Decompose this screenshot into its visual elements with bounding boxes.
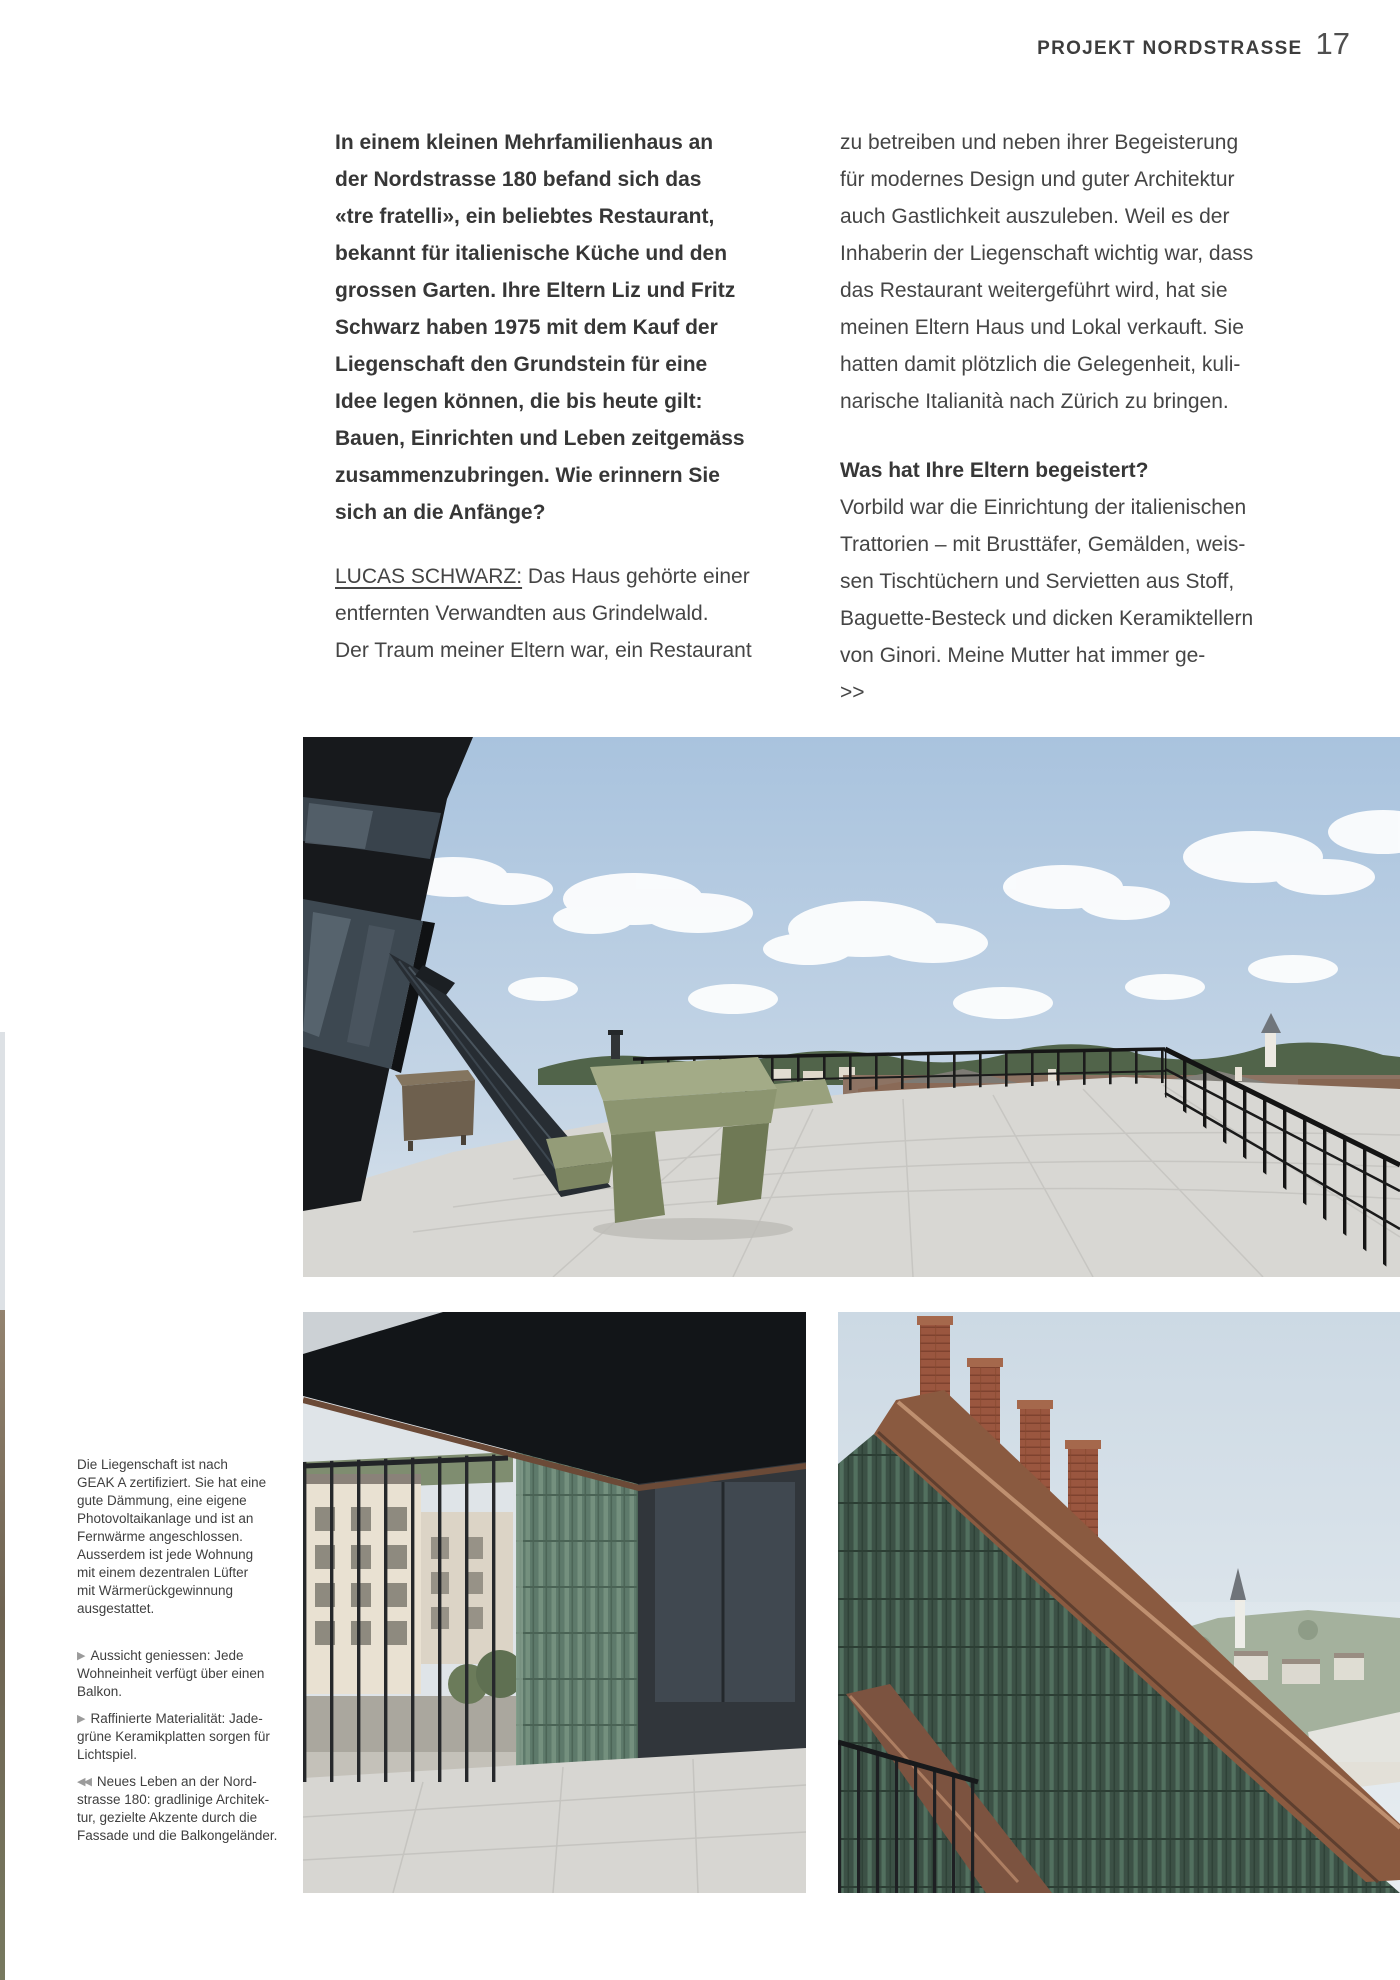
roof-detail-illustration [838, 1312, 1400, 1893]
article-right-column [840, 124, 1330, 711]
caption-lines [77, 1728, 277, 1764]
triangle-right-icon: ▶ [77, 1712, 86, 1725]
text-line: sich an die Anfänge? [335, 501, 546, 524]
interview-question: Was hat Ihre Eltern begeistert? [840, 459, 1149, 482]
shaded-interior [638, 1452, 806, 1782]
text-line: bekannt für italienische Küche und den [335, 242, 728, 265]
caption-first-line [77, 1773, 277, 1791]
caption-column [77, 1456, 277, 1845]
text-line: GEAK A zertifiziert. Sie hat eine [77, 1475, 267, 1490]
caption-text: Aussicht geniessen: Jede [90, 1648, 244, 1663]
text-line: Liegenschaft den Grundstein für eine [335, 353, 708, 376]
church-tower [1265, 1033, 1276, 1067]
text-line: gute Dämmung, eine eigene [77, 1493, 247, 1508]
text-line: hatten damit plötzlich die Gelegenheit, kuli- [840, 353, 1241, 376]
caption-lines [77, 1665, 277, 1701]
text-line: der Nordstrasse 180 befand sich das [335, 168, 702, 191]
text-line: auch Gastlichkeit auszuleben. Weil es der [840, 205, 1230, 228]
page-edge-bleed-top [0, 1032, 5, 1310]
triangle-left-double-icon: ◀◀ [77, 1775, 90, 1788]
text-line: Inhaberin der Liegenschaft wichtig war, dass [840, 242, 1254, 265]
text-line: grüne Keramikplatten sorgen für [77, 1729, 270, 1744]
caption-text: Neues Leben an der Nord- [96, 1774, 257, 1789]
text-line: Balkon. [77, 1684, 123, 1699]
balcony-illustration [303, 1312, 806, 1893]
speaker-name: LUCAS SCHWARZ: [335, 565, 523, 588]
text-line: entfernten Verwandten aus Grindelwald. [335, 602, 709, 625]
caption-lines [77, 1791, 277, 1845]
answer-lines [335, 595, 825, 669]
text-line: Schwarz haben 1975 mit dem Kauf der [335, 316, 718, 339]
rooftop-terrace-illustration [303, 737, 1400, 1277]
caption-lines [77, 1456, 277, 1618]
text-line: meinen Eltern Haus und Lokal verkauft. Sie [840, 316, 1244, 339]
caption-balcony-view [77, 1647, 277, 1701]
text-line: Photovoltaikanlage und ist an [77, 1511, 254, 1526]
page-number: 17 [1315, 26, 1350, 61]
text-line: Vorbild war die Einrichtung der italienischen [840, 496, 1247, 519]
text-line: Baguette-Besteck und dicken Keramiktellern [840, 607, 1254, 630]
answer-paragraph-start [335, 558, 825, 669]
balcony-railing [303, 1454, 508, 1782]
text-line: grossen Garten. Ihre Eltern Liz und Fritz [335, 279, 736, 302]
text-line: das Restaurant weitergeführt wird, hat sie [840, 279, 1228, 302]
text-line: zu betreiben und neben ihrer Begeisterung [840, 131, 1239, 154]
text-line: strasse 180: gradlinige Architek- [77, 1792, 270, 1807]
text-line: Trattorien – mit Brusttäfer, Gemälden, weis- [840, 533, 1246, 556]
triangle-right-icon: ▶ [77, 1649, 86, 1662]
page-header [1037, 26, 1350, 62]
caption-text: Raffinierte Materialität: Jade- [90, 1711, 263, 1726]
text-line: Idee legen können, die bis heute gilt: [335, 390, 703, 413]
roof-detail-photo [838, 1312, 1400, 1893]
answer-first-line: Das Haus gehörte einer [522, 565, 750, 588]
text-line: Der Traum meiner Eltern war, ein Restaurant [335, 639, 752, 662]
second-question-block [840, 452, 1330, 711]
text-line: tur, gezielte Akzente durch die [77, 1810, 258, 1825]
caption-materiality [77, 1710, 277, 1764]
text-line: Wohneinheit verfügt über einen [77, 1666, 265, 1681]
balcony-photo [303, 1312, 806, 1893]
text-line: In einem kleinen Mehrfamilienhaus an [335, 131, 714, 154]
caption-first-line [77, 1647, 277, 1665]
rooftop-terrace-photo [303, 737, 1400, 1277]
text-line: von Ginori. Meine Mutter hat immer ge- [840, 644, 1206, 667]
text-line: Ausserdem ist jede Wohnung [77, 1547, 254, 1562]
text-line: Die Liegenschaft ist nach [77, 1457, 228, 1472]
text-line: ausgestattet. [77, 1601, 155, 1616]
caption-facade [77, 1773, 277, 1845]
continuation-marker: >> [840, 681, 865, 704]
caption-geak [77, 1456, 277, 1618]
caption-first-line [77, 1710, 277, 1728]
text-line: Bauen, Einrichten und Leben zeitgemäss [335, 427, 745, 450]
text-line [335, 558, 825, 595]
text-line: für modernes Design und guter Architektur [840, 168, 1235, 191]
text-line: zusammenzubringen. Wie erinnern Sie [335, 464, 720, 487]
text-line: sen Tischtüchern und Servietten aus Stoff, [840, 570, 1235, 593]
text-line: narische Italianità nach Zürich zu bringen. [840, 390, 1229, 413]
text-line: mit Wärmerückgewinnung [77, 1583, 234, 1598]
answer-two-lines [840, 489, 1330, 674]
text-line: mit einem dezentralen Lüfter [77, 1565, 249, 1580]
page-edge-bleed-bottom [0, 1310, 5, 1980]
article-left-column [335, 124, 825, 669]
text-line: Lichtspiel. [77, 1747, 138, 1762]
text-line: «tre fratelli», ein beliebtes Restaurant, [335, 205, 715, 228]
intro-question [335, 124, 825, 531]
text-line: Fassade und die Balkongeländer. [77, 1828, 278, 1843]
answer-continuation [840, 124, 1330, 420]
section-title: PROJEKT NORDSTRASSE [1037, 38, 1303, 59]
text-line: Fernwärme angeschlossen. [77, 1529, 243, 1544]
